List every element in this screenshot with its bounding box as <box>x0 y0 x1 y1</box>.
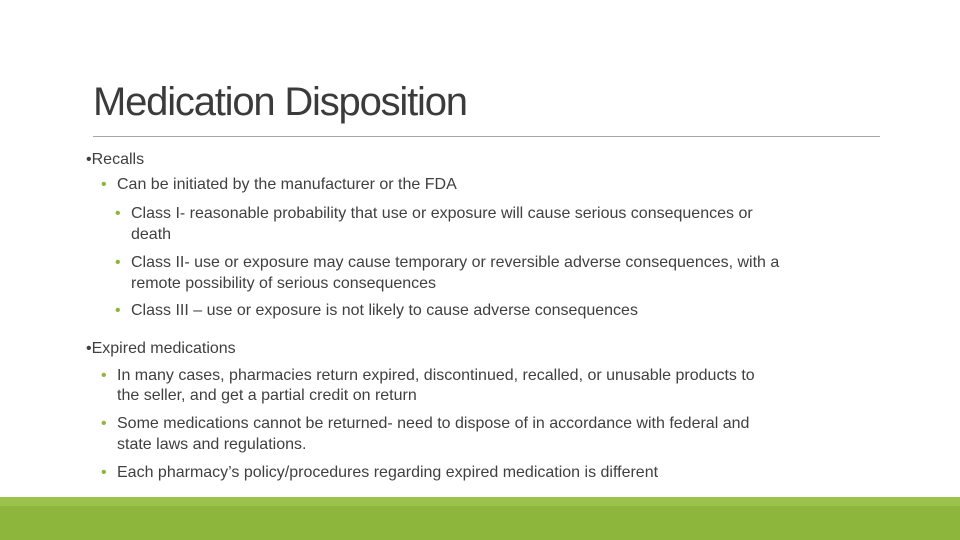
bullet-icon: • <box>101 464 107 481</box>
bullet-icon: • <box>86 151 92 168</box>
list-item-class-ii-cont: remote possibility of serious consequences <box>131 275 437 292</box>
list-item-expired-returns-cont: the seller, and get a partial credit on return <box>117 387 417 404</box>
bullet-icon: • <box>115 302 121 319</box>
list-item-expired-policy: Each pharmacy’s policy/procedures regarding expired medication is different <box>117 464 659 481</box>
list-item-class-i: Class I- reasonable probability that use or exposure will cause serious consequences or <box>131 205 753 222</box>
list-item-class-i-cont: death <box>131 226 172 243</box>
title-divider <box>93 136 880 137</box>
slide-title: Medication Disposition <box>93 80 467 124</box>
list-item-class-iii: Class III – use or exposure is not likely to cause adverse consequences <box>131 302 638 319</box>
bullet-icon: • <box>101 415 107 432</box>
footer-accent-highlight <box>0 497 960 506</box>
list-item-expired-returns: In many cases, pharmacies return expired, discontinued, recalled, or unusable products to <box>117 367 755 384</box>
section-heading-recalls: •Recalls <box>86 151 145 168</box>
list-item-recalls-initiated: Can be initiated by the manufacturer or the FDA <box>117 176 457 193</box>
section-heading-expired: •Expired medications <box>86 340 236 357</box>
bullet-icon: • <box>101 176 107 193</box>
bullet-icon: • <box>101 367 107 384</box>
list-item-class-ii: Class II- use or exposure may cause temporary or reversible adverse consequences, with a <box>131 254 780 271</box>
bullet-icon: • <box>86 340 92 357</box>
list-item-expired-disposal-cont: state laws and regulations. <box>117 436 307 453</box>
bullet-icon: • <box>115 205 121 222</box>
bullet-icon: • <box>115 254 121 271</box>
list-item-expired-disposal: Some medications cannot be returned- need to dispose of in accordance with federal and <box>117 415 750 432</box>
